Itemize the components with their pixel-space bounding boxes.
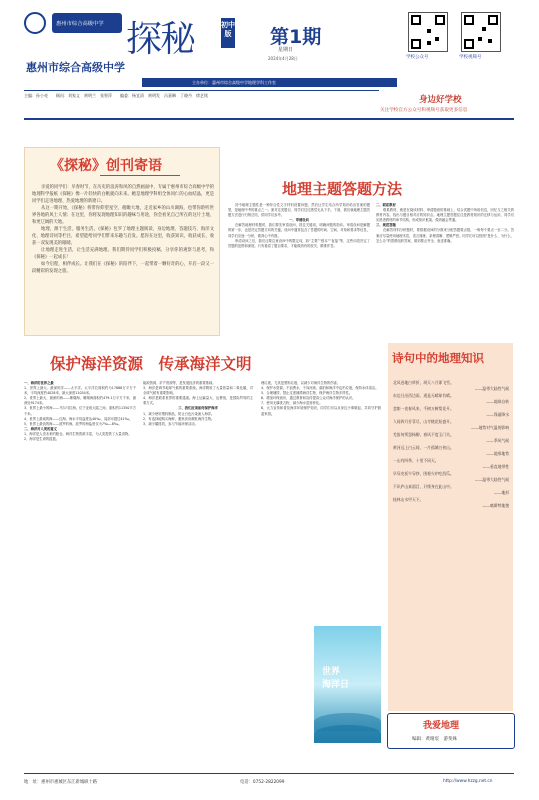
ocean-paragraph: 3、世界上最小的海——马尔马拉海。位于亚欧大陆之间，面积约11350平方千米。 <box>24 406 136 416</box>
newspaper-title: 探秘 <box>126 19 195 60</box>
poem-source: ——垂直地带性 <box>482 464 509 469</box>
feature-paragraph: 初中地理主题性是一种综合性文字材料设置问题，然后让学生结合所学知识给出答案的题型，是地理中考的重点之一。面对这类题目，同学们往往感觉无从下手。下面，我们就地理主题答题方法进行归纳总结，供同学们参考。 <box>228 203 370 218</box>
masthead-divider <box>24 90 379 91</box>
poem-source: ——地形 <box>493 490 509 495</box>
poem-line: 一山有四季，十里不同天。 <box>393 458 439 463</box>
poem-source: ——温带大陆性气候 <box>474 386 509 391</box>
feature-title: 地理主题答题方法 <box>282 180 403 198</box>
poster-line: 世界 <box>322 667 341 677</box>
issue-number: 第1期 <box>270 26 322 48</box>
footer-box-author: 编辑：黄晴宸 游斐姝 <box>412 737 457 742</box>
ocean-paragraph: 2、有选择地购买海鲜，避免食用濒危海洋生物。 <box>143 416 215 421</box>
poem-line: 羌笛何须怨杨柳，春风不度玉门关。 <box>393 432 454 437</box>
footer-website-link[interactable]: http://www.hzzg.net.cn <box>443 779 493 784</box>
poem-source: ——地形地势 <box>486 451 509 456</box>
poem-line: 黄河远上白云间，一片孤城万仞山。 <box>393 445 454 450</box>
ocean-title: 保护海洋资源 传承海洋文明 <box>50 355 252 373</box>
poem-source: ——锋面降水 <box>486 412 509 417</box>
ocean-subheading: 三、我们应该如何保护海洋 <box>178 406 218 411</box>
preface-body <box>32 184 214 275</box>
feature-paragraph: 审清设问之后，我们还要注意设问中的限定词，如“主要”“根本”“直接”等，这些词语决定了答题的范围和深度。只有看清了题目要求，才能做到有的放矢、精准作答。 <box>228 238 370 248</box>
feature-paragraph: 联系教材，就是在阅读材料、审清题意的基础上，结合试题中所给信息，回忆与之相关的教材内容，找出与题目相对应的知识点。地理主题答题往往是教材知识的迁移与运用，同学们应熟悉教材的章节结构，形成知识框架，做到融会贯通。 <box>376 208 514 223</box>
preface-paragraph: 让地理走进生活，让生活充满地理。我们期待同学们积极投稿，分享你的观察与思考，和《探秘》一起成长！ <box>32 248 214 260</box>
sponsor-ribbon <box>142 78 397 87</box>
footer-address: 地 址：惠州市惠城区东江新城纵十路 <box>24 780 98 785</box>
header-bottom-rule <box>24 118 514 120</box>
school-badge-text: 惠州市综合高级中学 <box>56 21 104 27</box>
feature-paragraph: 在解答地理材料题时，我们要先审清设问，抓住关键词，明确问题的指向。审清设问是解题的第一步，也是决定答题方向的关键。设问中通常包含了答题的时间、空间、对象和要求等信息，同学们应逐一分析，做到心中有数。 <box>228 223 370 238</box>
ocean-paragraph: 2、世界上最大、最深的海——珊瑚海。珊瑚海面积约479.1万平方千米，最深处9174米。 <box>24 396 136 406</box>
ocean-paragraph: 7、使用无磷洗衣粉，减少海水富营养化。 <box>261 401 323 406</box>
qr-label-2: 学校视频号 <box>459 55 482 60</box>
poem-line: 北风卷地白草折，胡天八月即飞雪。 <box>393 380 454 385</box>
ocean-paragraph: 1、减少使用塑料制品，防止白色污染流入海洋。 <box>143 411 215 416</box>
feature-subheading: 三、规范答题 <box>376 223 396 228</box>
school-badge <box>52 13 122 33</box>
ocean-subheading: 二、海洋对人类的意义 <box>24 426 57 431</box>
qr-code-video-account[interactable] <box>461 12 501 52</box>
preface-title-underline <box>100 175 180 176</box>
footer-rule <box>24 773 514 774</box>
poem-line: 桂林山水甲天下。 <box>393 497 424 502</box>
poem-source: ——地势对气温的影响 <box>471 425 509 430</box>
staff-line: 主编：孙小亮 顾问：刘家义 黄明兰 张智萍 编委：杨宜清 黄明发 冯嘉琳 丁晓丹 徐艺铭 <box>24 93 208 98</box>
feature-column-1 <box>228 203 370 338</box>
ocean-paragraph: 6、增加环保意识，通过教育和宣传提高公众对海洋保护的认识。 <box>261 396 356 401</box>
world-ocean-day-poster <box>314 626 381 743</box>
wave-graphic <box>314 725 381 743</box>
ocean-column-2 <box>143 381 253 745</box>
feature-subheading: 二、联系教材 <box>376 203 396 207</box>
feature-subheading: 一、审清设问 <box>289 218 309 223</box>
feature-paragraph: 在解答材料分析题时，要根据设问的分数来分配答题要点数，一般每个要点一至二分。答案应尽量使用地理术语，语言简练、条理清晰、逻辑严密。同学们可以按照“是什么、为什么、怎么办”的思路组织答案，做到要点齐全、表述准确。 <box>376 228 514 243</box>
ocean-column-1 <box>24 381 136 745</box>
preface-title: 《探秘》创刊寄语 <box>50 158 162 174</box>
ocean-paragraph: 5、合理捕捞，禁止过度捕捞海洋生物，保护海洋生物多样性。 <box>261 391 353 396</box>
footer-phone: 电话：0752-2822099 <box>240 780 285 785</box>
qr-label-1: 学校公众号 <box>406 55 429 60</box>
publish-date: 2024年4月28日 <box>268 56 298 61</box>
poem-source: ——温带大陆性气候 <box>474 477 509 482</box>
preface-paragraph: 亲爱的同学们：早春时节，在历史的浪涛和风的自然画面中，专属于惠州市综合高级中学的地理科学报纸《探秘》像一片轻快的白帆驶向未来。她是地理学科组全体同仁的心血结晶，更是同学们走进地理、热爱地理的新窗口。 <box>32 185 214 204</box>
ocean-paragraph: 5、世界上最淡的海——波罗的海。波罗的海盐度仅为7‰—8‰。 <box>24 421 122 426</box>
poem-list <box>393 380 509 700</box>
ocean-paragraph: 3、减少碳排放，参与节能环保活动。 <box>143 421 198 426</box>
ocean-column-3 <box>261 381 381 621</box>
poem-source: ——季风气候 <box>486 438 509 443</box>
poster-text <box>322 666 349 692</box>
poem-title: 诗句中的地理知识 <box>392 351 484 365</box>
right-banner-subtitle: 关注学校官方公众号和视频号获取更多信息 <box>380 108 468 113</box>
poem-line: 东边日出西边雨，道是无晴却有晴。 <box>393 393 454 398</box>
ocean-paragraph: 2、海洋是生命的摇篮。 <box>24 437 60 442</box>
ocean-paragraph: 4、保护水资源，不浪费水，不向河流、湖泊和海洋中乱扔垃圾，保持水体清洁。 <box>261 386 379 391</box>
ocean-paragraph: 3、海洋是调节地球气候的重要系统。海洋吸收了大量热量和二氧化碳，对全球气候有重要影响。 <box>143 386 253 396</box>
preface-paragraph: 地理，源于生活，服务生活。《探秘》包罗了地理主题阅读、身边地理、答题技巧、海洋文化、地理诗词等栏目，希望能给同学们带来乐趣与启发。愿你在这里，收获知识，收获成长，收获一双发现美的眼睛。 <box>32 227 214 246</box>
footer-box <box>387 713 515 749</box>
preface-paragraph: 如今启程，相伴成长。让我们在《探秘》的陪伴下，一起带着一颗好奇的心，开启一段又一段精彩的发现之旅。 <box>32 262 214 274</box>
feature-column-2 <box>376 203 514 338</box>
ocean-paragraph: 理垃圾，尤其是塑料垃圾，以减少对海洋生物的伤害。 <box>261 381 341 385</box>
ocean-subheading: 一、海洋的世界之最 <box>24 381 54 385</box>
ocean-paragraph: 能源资源、矿产资源等，是发展经济的重要基础。 <box>143 381 216 385</box>
poem-source: ——地球自转 <box>486 399 509 404</box>
weekday: 星期日 <box>278 47 294 53</box>
school-logo <box>24 12 46 34</box>
footer-box-title: 我爱地理 <box>423 721 460 731</box>
sponsor-text: 主办单位：惠州市综合高级中学地理学科工作室 <box>192 80 276 85</box>
poem-source: ——喀斯特地貌 <box>482 503 509 508</box>
ocean-paragraph: 4、海洋是联系世界的重要通道。海上运输量大、运费低，是国际贸易的主要方式。 <box>143 396 253 406</box>
preface-paragraph: 从这一期开始，《探秘》将带你仰望星空、俯瞰大地，走近家乡的山川湖海，也带你聆听世界各地的风土人情；在这里，你将发现地理知识的趣味与用途，你会看见自己所在的这片土地，和更辽阔的天地。 <box>32 206 214 225</box>
right-banner-title: 身边好学校 <box>419 95 462 105</box>
school-name: 惠州市综合高级中学 <box>26 61 125 74</box>
poem-line: 不识庐山真面目，只缘身在此山中。 <box>393 484 454 489</box>
ocean-paragraph: 1、海洋是人类未来的粮仓。海洋生物资源丰富，为人类提供了大量食物。 <box>24 431 132 436</box>
poem-line: 忽如一夜春风来，千树万树梨花开。 <box>393 406 454 411</box>
ocean-paragraph: 1、世界上最大、最深的洋——太平洋。太平洋总面积约为17868万平方千米，平均深度约4028米，最大深度11034米。 <box>24 386 136 396</box>
poster-line: 海洋日 <box>322 680 350 690</box>
poem-line: 早穿皮袄午穿纱，围着火炉吃西瓜。 <box>393 471 454 476</box>
qr-code-official-account[interactable] <box>408 12 448 52</box>
poem-line: 人间四月芳菲尽，山寺桃花始盛开。 <box>393 419 454 424</box>
edition-tag: 初中版 <box>221 18 235 48</box>
ocean-paragraph: 4、世界上最咸的海——红海。海水平均盐度达40‰，局部可超过41‰。 <box>24 416 133 421</box>
ocean-paragraph: 8、大力宣传和普及海洋环境保护知识，同学们可以从身边小事做起，共同守护蔚蓝家园。 <box>261 406 381 416</box>
